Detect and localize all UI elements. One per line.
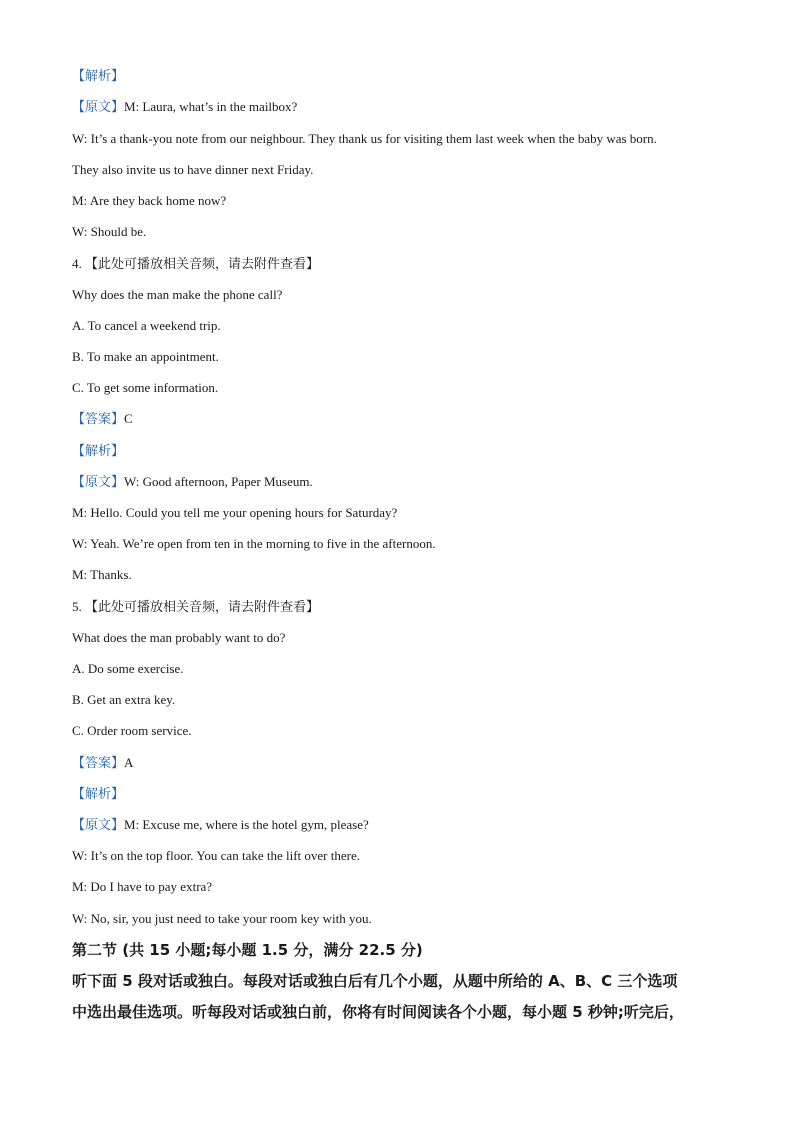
q5-transcript-line: M: Do I have to pay extra? <box>72 879 213 894</box>
q5-question: What does the man probably want to do? <box>72 630 286 645</box>
q4-option-c: C. To get some information. <box>72 380 219 395</box>
q4-answer: 【答案】C <box>72 411 133 427</box>
q3-transcript-line: They also invite us to have dinner next Friday. <box>72 162 314 177</box>
q5-option-a: A. Do some exercise. <box>72 661 184 676</box>
q4-option-b: B. To make an appointment. <box>72 349 219 364</box>
q5-option-b: B. Get an extra key. <box>72 692 176 707</box>
q4-option-a: A. To cancel a weekend trip. <box>72 318 221 333</box>
q4-transcript-line: W: Yeah. We’re open from ten in the morning to five in the afternoon. <box>72 536 436 551</box>
q3-transcript-line: W: Should be. <box>72 224 147 239</box>
q4-transcript-line: M: Hello. Could you tell me your opening hours for Saturday? <box>72 505 398 520</box>
q5-transcript-line: W: No, sir, you just need to take your room key with you. <box>72 911 372 926</box>
q5-transcript-line: 【原文】M: Excuse me, where is the hotel gym, please? <box>72 817 369 833</box>
q5-audio-note[interactable]: 【此处可播放相关音频，请去附件查看】 <box>85 600 320 615</box>
q5-analysis-label: 【解析】 <box>72 787 125 802</box>
q5-transcript-line: W: It’s on the top floor. You can take the lift over there. <box>72 848 360 863</box>
q3-transcript-line: W: It’s a thank-you note from our neighbour. They thank us for visiting them last week when the baby was born. <box>72 131 657 146</box>
q4-audio-note[interactable]: 【此处可播放相关音频，请去附件查看】 <box>85 257 320 272</box>
q5-option-c: C. Order room service. <box>72 723 192 738</box>
q5-header: 5. 【此处可播放相关音频，请去附件查看】 <box>72 599 320 615</box>
q3-analysis-label: 【解析】 <box>72 69 125 84</box>
section-heading: 第二节 (共 15 小题;每小题 1.5 分，满分 22.5 分) <box>72 941 423 959</box>
q4-question: Why does the man make the phone call? <box>72 287 283 302</box>
q4-header: 4. 【此处可播放相关音频，请去附件查看】 <box>72 256 320 272</box>
q4-analysis-label: 【解析】 <box>72 444 125 459</box>
section-instruction: 中选出最佳选项。听每段对话或独白前，你将有时间阅读各个小题，每小题 5 秒钟;听完后， <box>72 1003 684 1021</box>
q5-answer: 【答案】A <box>72 755 134 771</box>
section-instruction: 听下面 5 段对话或独白。每段对话或独白后有几个小题，从题中所给的 A、B、C 三个选项 <box>72 972 678 990</box>
q3-transcript-line: 【原文】M: Laura, what’s in the mailbox? <box>72 99 298 115</box>
q3-transcript-line: M: Are they back home now? <box>72 193 227 208</box>
q4-transcript-line: 【原文】W: Good afternoon, Paper Museum. <box>72 474 313 490</box>
q4-transcript-line: M: Thanks. <box>72 567 132 582</box>
